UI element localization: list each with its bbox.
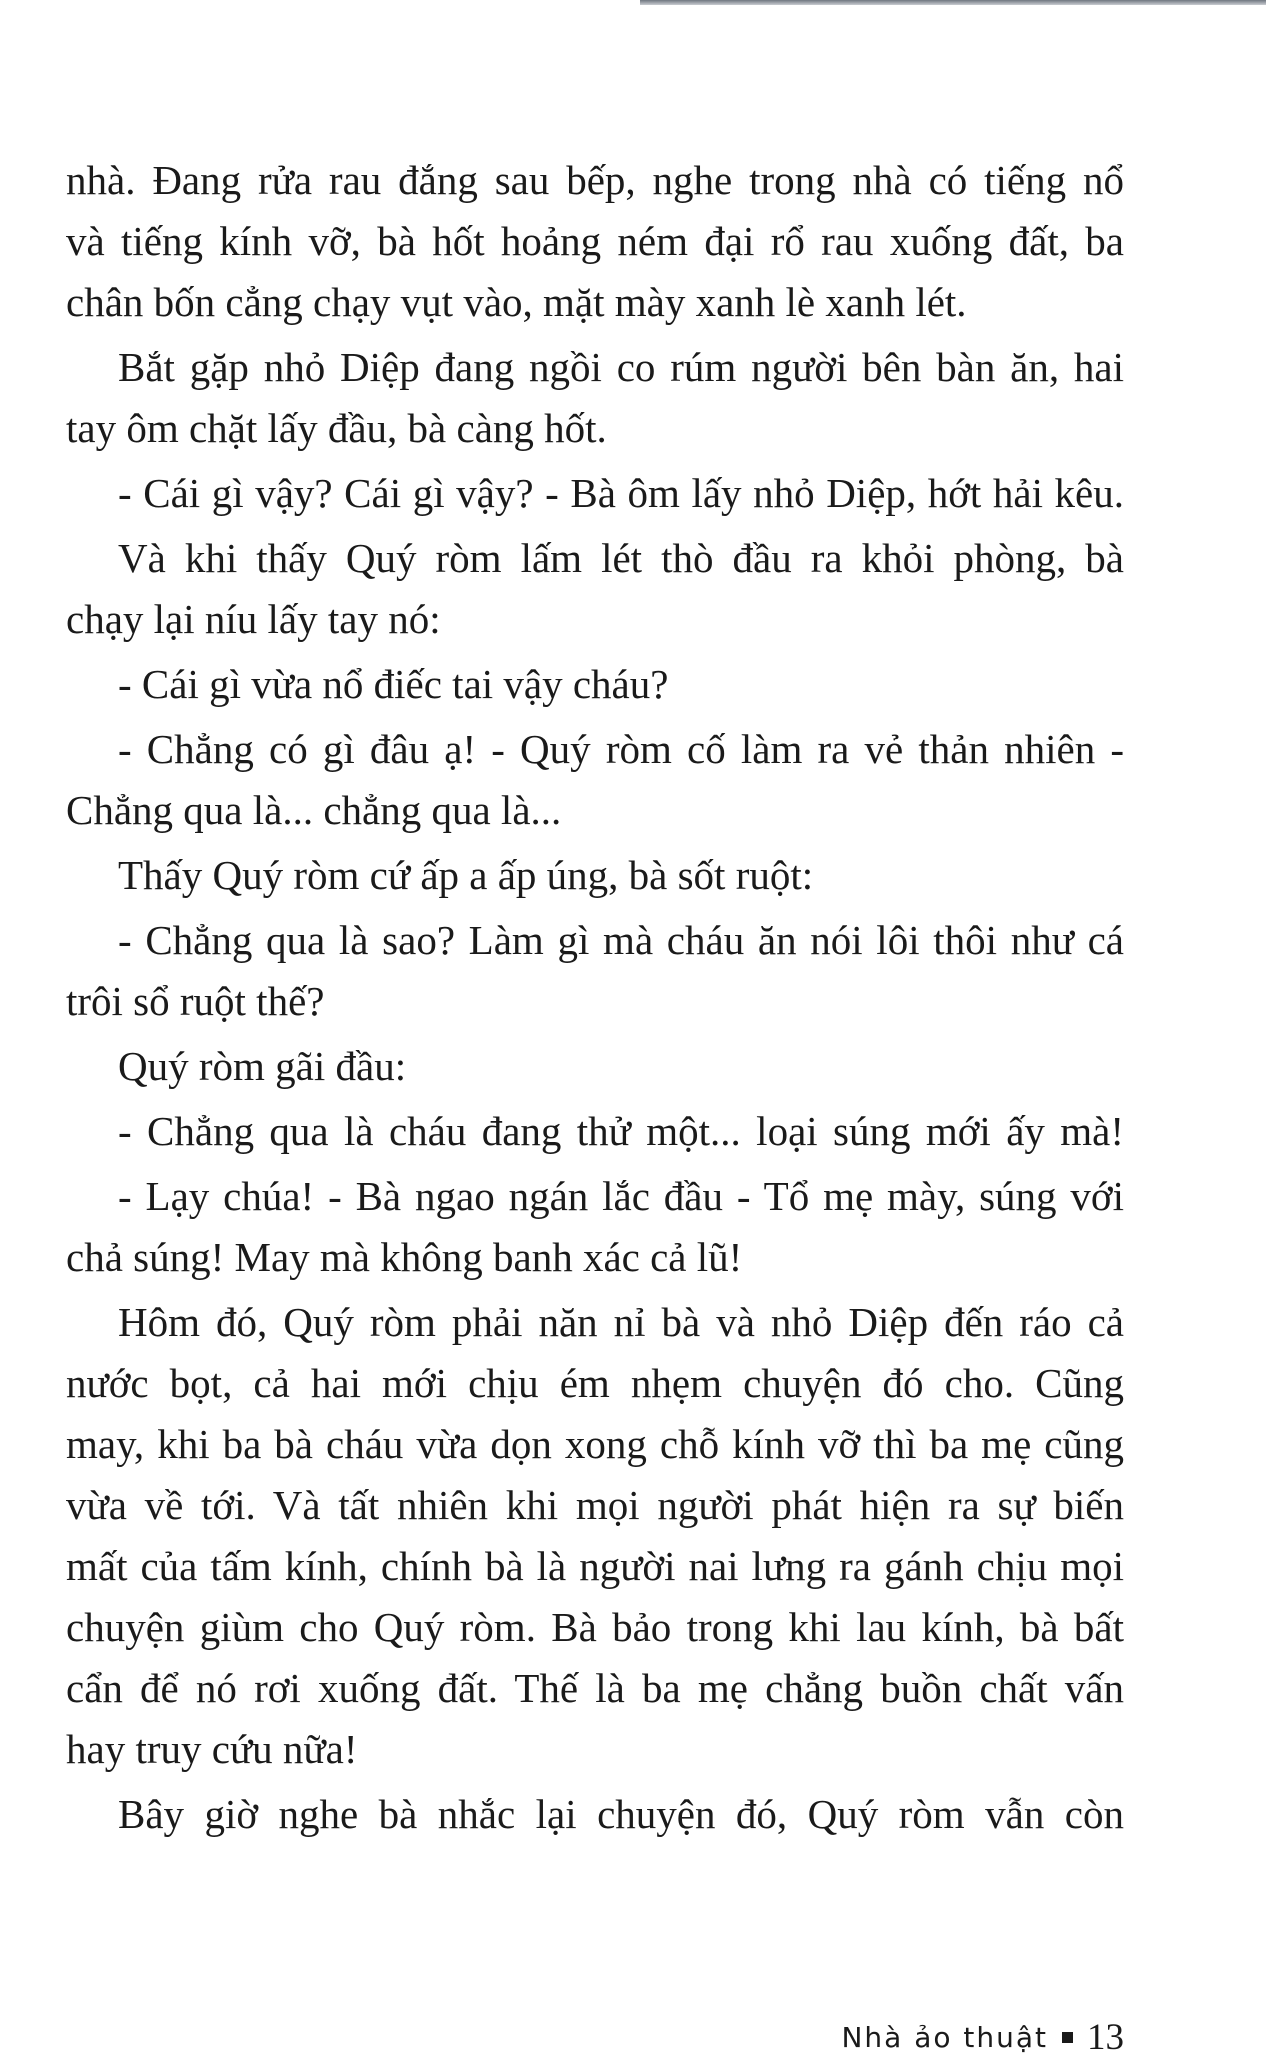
text-line: Quý ròm gãi đầu: bbox=[118, 1043, 407, 1089]
scan-top-edge bbox=[640, 0, 1266, 5]
text-line: - Chẳng có gì đâu ạ! - Quý ròm cố làm ra vẻ thản nhiên - bbox=[118, 726, 1124, 772]
page-body bbox=[66, 150, 1124, 1845]
text-line: Thấy Quý ròm cứ ấp a ấp úng, bà sốt ruột: bbox=[118, 852, 814, 898]
text-line: Chẳng qua là... chẳng qua là... bbox=[66, 787, 562, 833]
text-line: tay ôm chặt lấy đầu, bà càng hốt. bbox=[66, 405, 607, 451]
text-line: - Chẳng qua là cháu đang thử một... loại súng mới ấy mà! bbox=[118, 1108, 1124, 1154]
text-line: cẩn để nó rơi xuống đất. Thế là ba mẹ chẳng buồn chất vấn bbox=[66, 1665, 1124, 1711]
text-line: - Lạy chúa! - Bà ngao ngán lắc đầu - Tổ mẹ mày, súng với bbox=[118, 1173, 1124, 1219]
text-line: trôi sổ ruột thế? bbox=[66, 978, 325, 1024]
running-title: Nhà ảo thuật bbox=[841, 2021, 1048, 2054]
text-line: - Chẳng qua là sao? Làm gì mà cháu ăn nói lôi thôi như cá bbox=[118, 917, 1124, 963]
text-line: chân bốn cẳng chạy vụt vào, mặt mày xanh lè xanh lét. bbox=[66, 279, 967, 325]
text-line: - Cái gì vừa nổ điếc tai vậy cháu? bbox=[118, 661, 669, 707]
text-line: nước bọt, cả hai mới chịu ém nhẹm chuyện đó cho. Cũng bbox=[66, 1360, 1124, 1406]
text-line: Bắt gặp nhỏ Diệp đang ngồi co rúm người bên bàn ăn, hai bbox=[118, 344, 1124, 390]
text-line: Bây giờ nghe bà nhắc lại chuyện đó, Quý ròm vẫn còn bbox=[118, 1791, 1124, 1837]
text-line: vừa về tới. Và tất nhiên khi mọi người phát hiện ra sự biến bbox=[66, 1482, 1124, 1528]
text-line: Hôm đó, Quý ròm phải năn nỉ bà và nhỏ Diệp đến ráo cả bbox=[118, 1299, 1124, 1345]
text-line: nhà. Đang rửa rau đắng sau bếp, nghe trong nhà có tiếng nổ bbox=[66, 157, 1124, 203]
text-line: hay truy cứu nữa! bbox=[66, 1726, 358, 1772]
text-line: và tiếng kính vỡ, bà hốt hoảng ném đại rổ rau xuống đất, ba bbox=[66, 218, 1124, 264]
text-line: - Cái gì vậy? Cái gì vậy? - Bà ôm lấy nhỏ Diệp, hớt hải kêu. bbox=[118, 470, 1124, 516]
text-line: mất của tấm kính, chính bà là người nai lưng ra gánh chịu mọi bbox=[66, 1543, 1124, 1589]
text-line: chạy lại níu lấy tay nó: bbox=[66, 596, 441, 642]
page-number: 13 bbox=[1087, 2017, 1124, 2058]
text-line: chuyện giùm cho Quý ròm. Bà bảo trong khi lau kính, bà bất bbox=[66, 1604, 1124, 1650]
text-line: Và khi thấy Quý ròm lấm lét thò đầu ra khỏi phòng, bà bbox=[118, 535, 1124, 581]
square-separator-icon bbox=[1062, 2032, 1073, 2043]
page-footer bbox=[841, 2016, 1124, 2059]
text-line: chả súng! May mà không banh xác cả lũ! bbox=[66, 1234, 743, 1280]
text-line: may, khi ba bà cháu vừa dọn xong chỗ kính vỡ thì ba mẹ cũng bbox=[66, 1421, 1124, 1467]
